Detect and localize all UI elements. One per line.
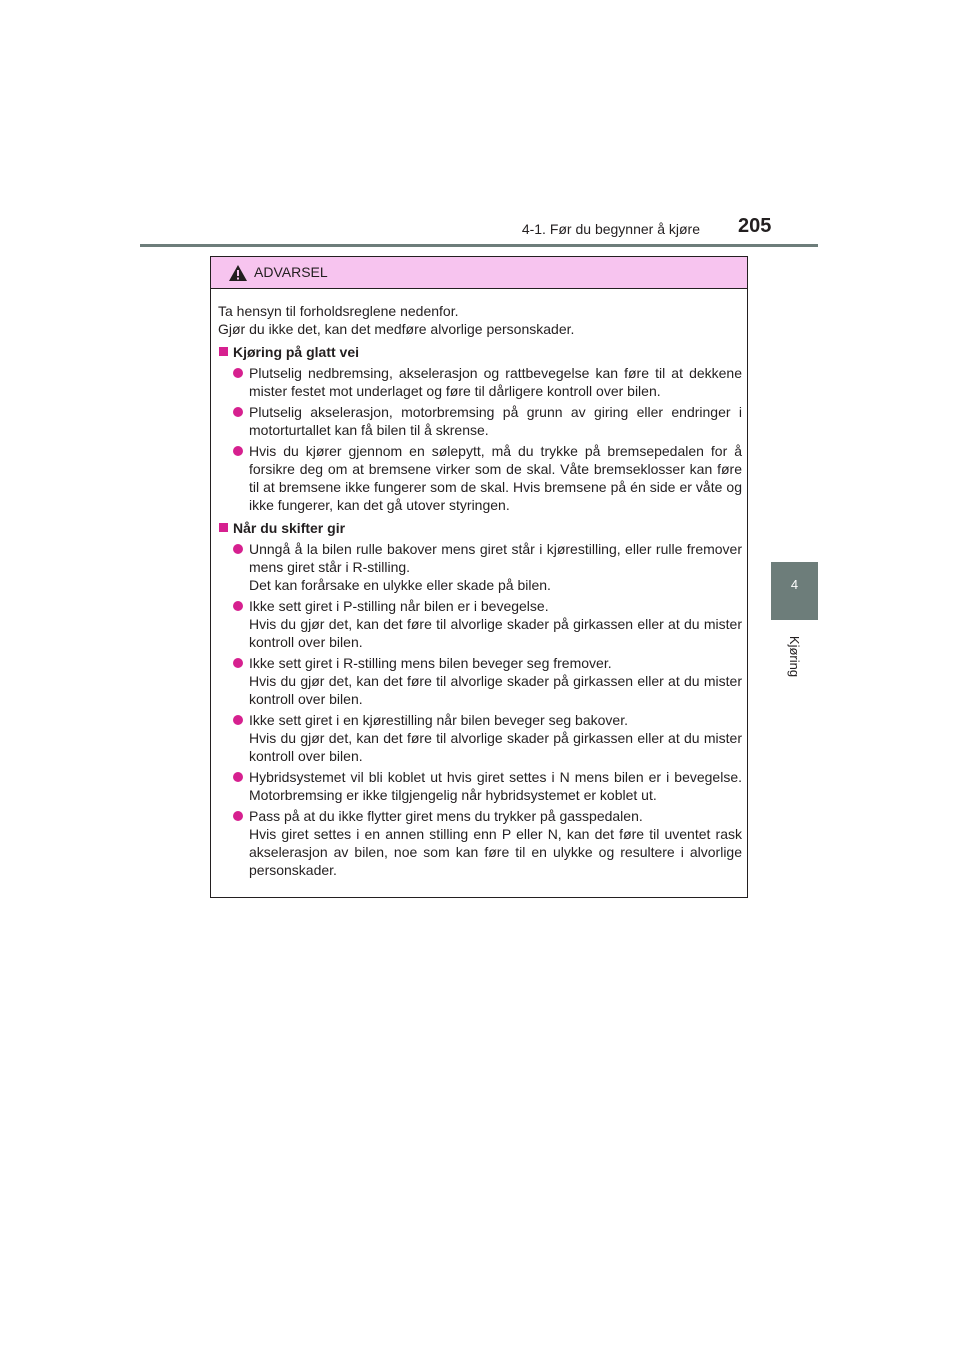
- bullet-text: Ikke sett giret i R-stilling mens bilen beveger seg fremover.: [249, 655, 612, 671]
- bullet-dot-icon: [233, 772, 243, 782]
- bullet-text: Plutselig akselerasjon, motorbremsing på grunn av giring eller endringer i motorturtallet kan få bilen til å skrense.: [249, 404, 742, 438]
- bullet-item: [218, 442, 742, 514]
- warning-box: [210, 256, 748, 898]
- bullet-item: [218, 807, 742, 879]
- bullet-text: Hvis du gjør det, kan det føre til alvorlige skader på girkassen eller at du mister kontroll over bilen.: [249, 730, 742, 764]
- bullet-item: [218, 711, 742, 765]
- bullet-dot-icon: [233, 715, 243, 725]
- section-title: 4-1. Før du begynner å kjøre: [521, 221, 700, 237]
- bullet-text: Ikke sett giret i en kjørestilling når bilen beveger seg bakover.: [249, 712, 628, 728]
- section-heading: [218, 343, 742, 361]
- warning-section: [218, 343, 742, 514]
- bullet-dot-icon: [233, 368, 243, 378]
- bullet-dot-icon: [233, 544, 243, 554]
- intro-line: Gjør du ikke det, kan det medføre alvorlige personskader.: [218, 321, 575, 337]
- warning-triangle-icon: [228, 264, 248, 282]
- chapter-tab[interactable]: 4: [771, 562, 818, 620]
- bullet-item: [218, 403, 742, 439]
- warning-title: ADVARSEL: [254, 264, 328, 280]
- header-rule: [140, 244, 818, 247]
- bullet-text: Hvis du kjører gjennom en sølepytt, må du trykke på bremsepedalen for å forsikre deg om at bremsene virker som de skal. Våte bremseklosser kan føre til at bremsene ikke fungerer som de skal. Hvis bremsene på én side er våte og ikke fungerer, kan det gå utover styringen.: [249, 443, 742, 513]
- bullet-text: Hvis du gjør det, kan det føre til alvorlige skader på girkassen eller at du mister kontroll over bilen.: [249, 616, 742, 650]
- page-number: 205: [738, 215, 772, 237]
- square-bullet-icon: [219, 523, 228, 532]
- bullet-dot-icon: [233, 446, 243, 456]
- bullet-text: Plutselig nedbremsing, akselerasjon og rattbevegelse kan føre til at dekkene mister festet mot underlaget og føre til dårligere kontroll over bilen.: [249, 365, 742, 399]
- bullet-dot-icon: [233, 601, 243, 611]
- warning-section: [218, 519, 742, 879]
- bullet-text: Hvis du gjør det, kan det føre til alvorlige skader på girkassen eller at du mister kontroll over bilen.: [249, 673, 742, 707]
- bullet-text: Unngå å la bilen rulle bakover mens giret står i kjørestilling, eller rulle fremover mens giret står i R-stilling.: [249, 541, 742, 575]
- chapter-label: [771, 626, 818, 686]
- bullet-text: Pass på at du ikke flytter giret mens du trykker på gasspedalen.: [249, 808, 643, 824]
- bullet-item: [218, 768, 742, 804]
- bullet-item: [218, 540, 742, 594]
- section-heading: [218, 519, 742, 537]
- intro-line: Ta hensyn til forholdsreglene nedenfor.: [218, 303, 459, 319]
- bullet-text: Ikke sett giret i P-stilling når bilen er i bevegelse.: [249, 598, 549, 614]
- chapter-label-text: Kjøring: [787, 635, 802, 677]
- warning-header: [211, 257, 747, 289]
- bullet-text: Hybridsystemet vil bli koblet ut hvis giret settes i N mens bilen er i bevegelse. Motorbremsing er ikke tilgjengelig når hybridsystemet er koblet ut.: [249, 769, 742, 803]
- warning-intro: [218, 302, 742, 338]
- bullet-text: Det kan forårsake en ulykke eller skade på bilen.: [249, 577, 551, 593]
- bullet-item: [218, 654, 742, 708]
- bullet-dot-icon: [233, 658, 243, 668]
- bullet-item: [218, 364, 742, 400]
- bullet-item: [218, 597, 742, 651]
- section-heading-text: Når du skifter gir: [233, 520, 346, 536]
- bullet-text: Hvis giret settes i en annen stilling enn P eller N, kan det føre til uventet rask akselerasjon av bilen, noe som kan føre til en ulykke og resultere i alvorlige personskader.: [249, 826, 742, 878]
- bullet-dot-icon: [233, 407, 243, 417]
- bullet-dot-icon: [233, 811, 243, 821]
- warning-body: [211, 289, 747, 879]
- square-bullet-icon: [219, 347, 228, 356]
- section-heading-text: Kjøring på glatt vei: [233, 344, 360, 360]
